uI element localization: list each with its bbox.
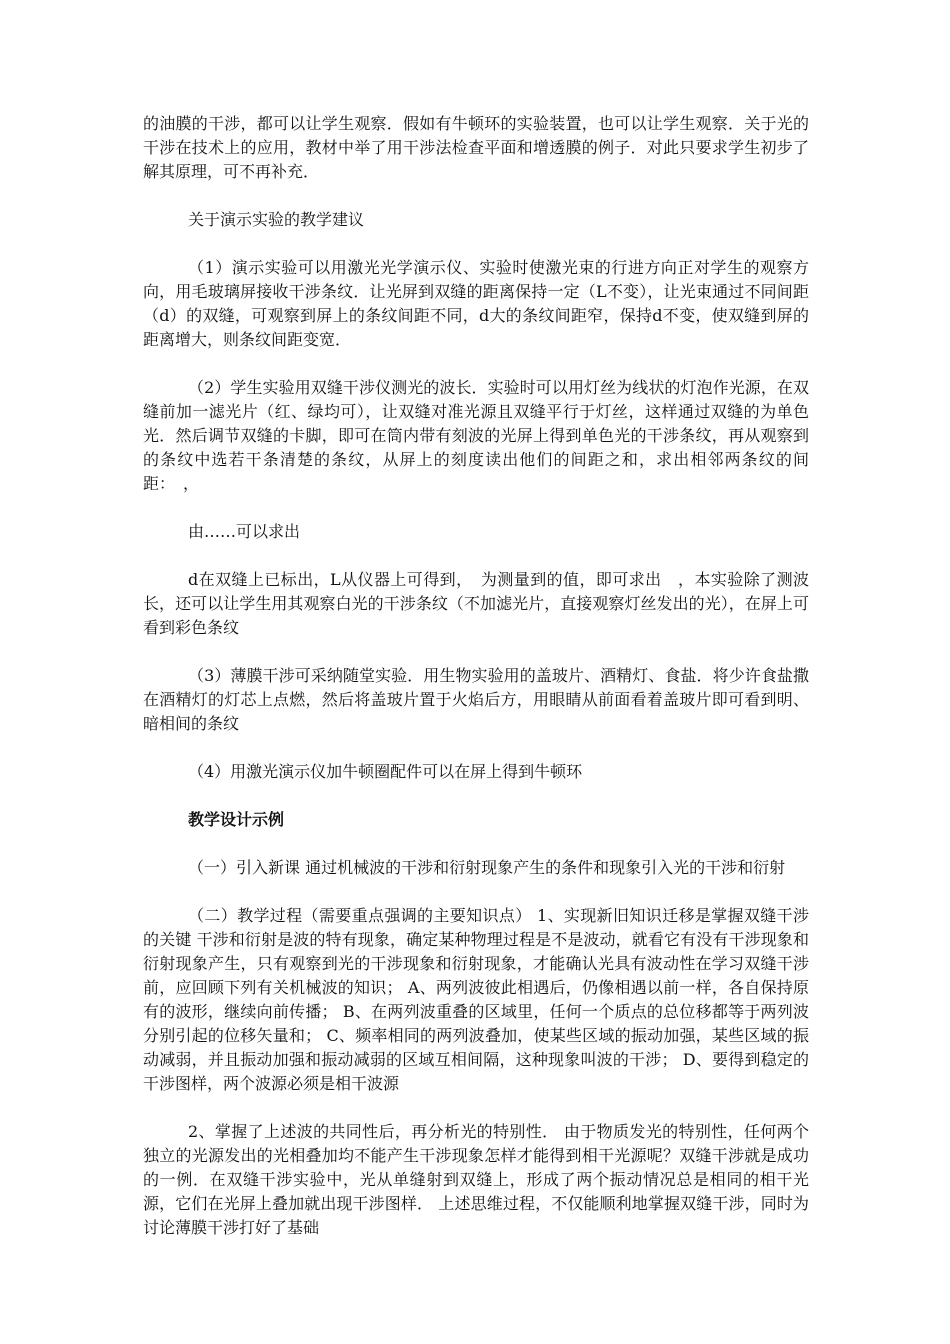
paragraph-derivation: 由……可以求出 bbox=[188, 522, 301, 541]
paragraph-teaching-process: （二）教学过程（需要重点强调的主要知识点） 1、实现新旧知识迁移是掌握双缝干涉的关键 干涉和衍射是波的特有现象，确定某种物理过程是不是波动，就看它有没有干涉现象和衍射现象产生，只有观察到光的干涉现象和衍射现象，才能确认光具有波动性在学习双缝干涉前，应回顾下列有关机械波的知识； A、两列波彼此相遇后，仍像相遇以前一样，各自保持原有的波形，继续向前传播； B、在两列波重叠的区域里，任何一个质点的总位移都等于两列波分别引起的位移矢量和； C、频率相同的两列波叠加，使某些区域的振动加强，某些区域的振动减弱，并且振动加强和振动减弱的区域互相间隔，这种现象叫波的干涉； D、要得到稳定的干涉图样，两个波源必须是相干波源 bbox=[143, 906, 809, 1093]
paragraph-oil-film: 的油膜的干涉，都可以让学生观察．假如有牛顿环的实验装置，也可以让学生观察．关于光的干涉在技术上的应用，教材中举了用干涉法检查平面和增透膜的例子．对此只要求学生初步了解其原理，可不再补充． bbox=[143, 114, 809, 181]
paragraph-demo-suggestions-title: 关于演示实验的教学建议 bbox=[188, 210, 365, 229]
paragraph-demo-1: （1）演示实验可以用激光光学演示仪、实验时使激光束的行进方向正对学生的观察方向，用毛玻璃屏接收干涉条纹．让光屏到双缝的距离保持一定（L不变），让光束通过不同间距（d）的双缝，可观察到屏上的条纹间距不同，d大的条纹间距窄，保持d不变，使双缝到屏的距离增大，则条纹间距变宽． bbox=[143, 258, 809, 349]
document-body bbox=[143, 112, 809, 1264]
paragraph-demo-2: （2）学生实验用双缝干涉仪测光的波长．实验时可以用灯丝为线状的灯泡作光源，在双缝前加一滤光片（红、绿均可），让双缝对准光源且双缝平行于灯丝，这样通过双缝的为单色光．然后调节双缝的卡脚，即可在筒内带有刻波的光屏上得到单色光的干涉条纹，再从观察到的条纹中选若干条清楚的条纹，从屏上的刻度读出他们的间距之和，求出相邻两条纹的间距： ， bbox=[143, 378, 809, 493]
paragraph-intro-new-lesson: （一）引入新课 通过机械波的干涉和衍射现象产生的条件和现象引入光的干涉和衍射 bbox=[188, 858, 786, 877]
section-heading-teaching-design: 教学设计示例 bbox=[188, 810, 285, 829]
paragraph-light-specificity: 2、掌握了上述波的共同性后，再分析光的特别性． 由于物质发光的特别性，任何两个独立的光源发出的光相叠加均不能产生干涉现象怎样才能得到相干光源呢？双缝干涉就是成功的一例．在双缝干涉实验中，光从单缝射到双缝上，形成了两个振动情况总是相同的相干光源，它们在光屏上叠加就出现干涉图样． 上述思维过程，不仅能顺利地掌握双缝干涉，同时为讨论薄膜干涉打好了基础 bbox=[143, 1122, 809, 1237]
paragraph-demo-3: （3）薄膜干涉可采纳随堂实验．用生物实验用的盖玻片、酒精灯、食盐．将少许食盐撒在酒精灯的灯芯上点燃，然后将盖玻片置于火焰后方，用眼睛从前面看着盖玻片即可看到明、暗相间的条纹 bbox=[143, 666, 809, 733]
paragraph-demo-4: （4）用激光演示仪加牛顿圈配件可以在屏上得到牛顿环 bbox=[188, 762, 583, 781]
paragraph-white-light: d在双缝上已标出，L从仪器上可得到， 为测量到的值，即可求出 ，本实验除了测波长，还可以让学生用其观察白光的干涉条纹（不加滤光片，直接观察灯丝发出的光），在屏上可看到彩色条纹 bbox=[143, 570, 809, 637]
